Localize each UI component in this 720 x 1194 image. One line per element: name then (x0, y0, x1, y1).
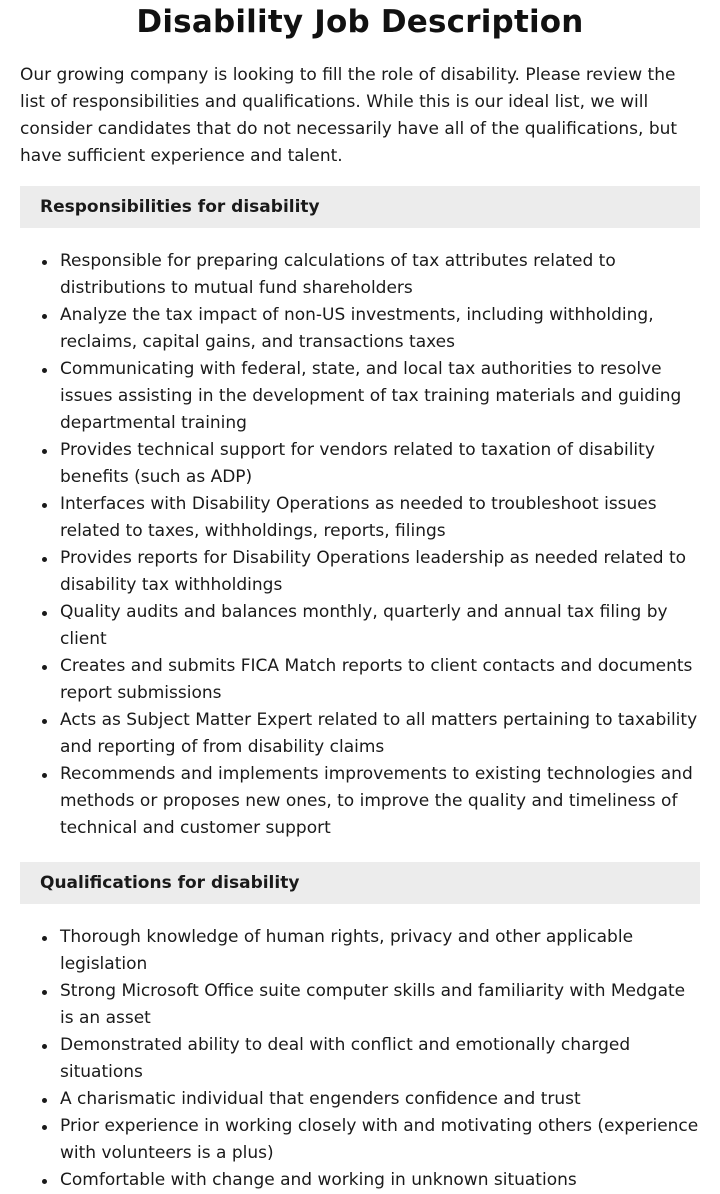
qualification-item: Comfortable with change and working in unknown situations (60, 1167, 700, 1194)
responsibility-item: Creates and submits FICA Match reports to client contacts and documents report submissions (60, 653, 700, 707)
responsibility-item: Provides reports for Disability Operations leadership as needed related to disability tax withholdings (60, 545, 700, 599)
responsibility-item: Responsible for preparing calculations of tax attributes related to distributions to mutual fund shareholders (60, 248, 700, 302)
responsibility-item: Quality audits and balances monthly, quarterly and annual tax filing by client (60, 599, 700, 653)
qualifications-heading: Qualifications for disability (20, 862, 700, 904)
page-title: Disability Job Description (136, 4, 584, 40)
responsibilities-heading: Responsibilities for disability (20, 186, 700, 228)
qualification-item: A charismatic individual that engenders confidence and trust (60, 1086, 700, 1113)
responsibilities-list (20, 248, 700, 842)
intro-paragraph: Our growing company is looking to fill the role of disability. Please review the list of responsibilities and qualifications. While this is our ideal list, we will consider candidates that do not necessarily have all of the qualifications, but have sufficient experience and talent. (20, 65, 678, 166)
responsibility-item: Interfaces with Disability Operations as needed to troubleshoot issues related to taxes, withholdings, reports, filings (60, 491, 700, 545)
responsibility-item: Communicating with federal, state, and local tax authorities to resolve issues assisting in the development of tax training materials and guiding departmental training (60, 356, 700, 437)
qualifications-list (20, 924, 700, 1194)
qualification-item: Strong Microsoft Office suite computer skills and familiarity with Medgate is an asset (60, 978, 700, 1032)
qualification-item: Demonstrated ability to deal with conflict and emotionally charged situations (60, 1032, 700, 1086)
qualification-item: Thorough knowledge of human rights, privacy and other applicable legislation (60, 924, 700, 978)
responsibility-item: Analyze the tax impact of non-US investments, including withholding, reclaims, capital gains, and transactions taxes (60, 302, 700, 356)
qualification-item: Prior experience in working closely with and motivating others (experience with volunteers is a plus) (60, 1113, 700, 1167)
responsibility-item: Acts as Subject Matter Expert related to all matters pertaining to taxability and reporting of from disability claims (60, 707, 700, 761)
responsibility-item: Provides technical support for vendors related to taxation of disability benefits (such as ADP) (60, 437, 700, 491)
responsibility-item: Recommends and implements improvements to existing technologies and methods or proposes new ones, to improve the quality and timeliness of technical and customer support (60, 761, 700, 842)
